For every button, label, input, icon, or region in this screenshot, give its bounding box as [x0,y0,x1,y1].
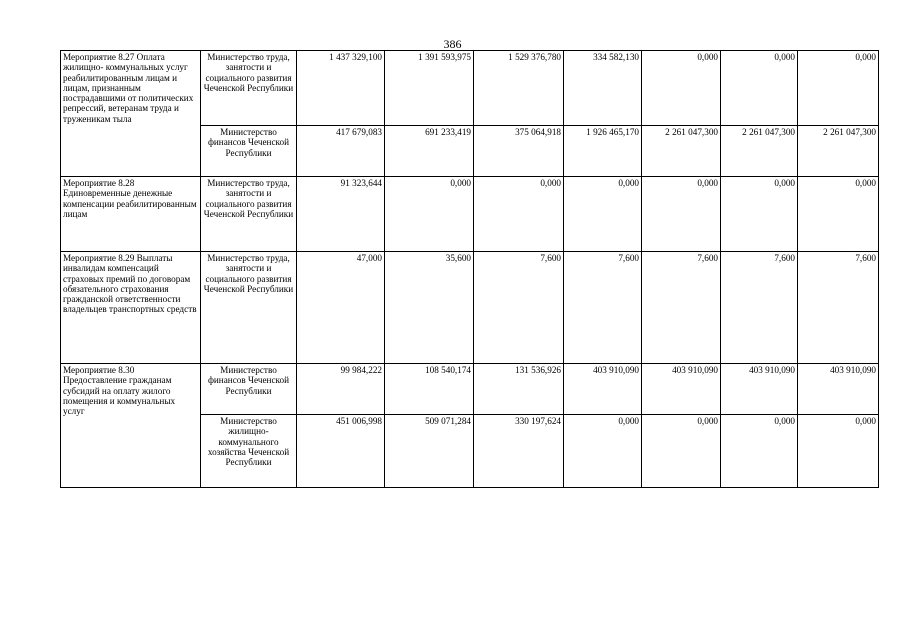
value-cell: 403 910,090 [564,364,642,415]
activity-cell: Мероприятие 8.28 Единовременные денежные компенсации реабилитированным лицам [61,177,201,252]
value-cell: 2 261 047,300 [642,126,721,177]
value-cell: 417 679,083 [297,126,385,177]
org-cell: Министерство труда, занятости и социального развития Чеченской Республики [201,51,297,126]
value-cell: 330 197,624 [474,415,564,488]
activity-cell: Мероприятие 8.30 Предоставление гражданам субсидий на оплату жилого помещения и коммунальных услуг [61,364,201,488]
value-cell: 7,600 [642,252,721,364]
value-cell: 2 261 047,300 [798,126,879,177]
value-cell: 403 910,090 [798,364,879,415]
value-cell: 0,000 [642,51,721,126]
value-cell: 403 910,090 [642,364,721,415]
value-cell: 7,600 [798,252,879,364]
table-row [61,51,879,126]
org-cell: Министерство труда, занятости и социального развития Чеченской Республики [201,177,297,252]
value-cell: 0,000 [798,51,879,126]
value-cell: 691 233,419 [385,126,474,177]
org-cell: Министерство финансов Чеченской Республики [201,126,297,177]
value-cell: 7,600 [564,252,642,364]
value-cell: 2 261 047,300 [721,126,798,177]
value-cell: 0,000 [721,177,798,252]
value-cell: 0,000 [564,415,642,488]
value-cell: 375 064,918 [474,126,564,177]
value-cell: 1 529 376,780 [474,51,564,126]
value-cell: 0,000 [642,177,721,252]
value-cell: 91 323,644 [297,177,385,252]
value-cell: 0,000 [474,177,564,252]
value-cell: 0,000 [385,177,474,252]
value-cell: 0,000 [642,415,721,488]
activity-cell: Мероприятие 8.29 Выплаты инвалидам компенсаций страховых премий по договорам обязательного страхования гражданской ответственности владельцев транспортных средств [61,252,201,364]
value-cell: 35,600 [385,252,474,364]
value-cell: 1 437 329,100 [297,51,385,126]
value-cell: 7,600 [721,252,798,364]
budget-table [60,50,879,488]
value-cell: 334 582,130 [564,51,642,126]
table-row [61,177,879,252]
value-cell: 0,000 [721,415,798,488]
value-cell: 0,000 [721,51,798,126]
org-cell: Министерство финансов Чеченской Республики [201,364,297,415]
value-cell: 1 391 593,975 [385,51,474,126]
value-cell: 0,000 [564,177,642,252]
value-cell: 451 006,998 [297,415,385,488]
value-cell: 0,000 [798,415,879,488]
table-row [61,364,879,415]
value-cell: 47,000 [297,252,385,364]
value-cell: 0,000 [798,177,879,252]
table-row [61,252,879,364]
value-cell: 99 984,222 [297,364,385,415]
value-cell: 403 910,090 [721,364,798,415]
org-cell: Министерство труда, занятости и социального развития Чеченской Республики [201,252,297,364]
value-cell: 131 536,926 [474,364,564,415]
value-cell: 108 540,174 [385,364,474,415]
value-cell: 509 071,284 [385,415,474,488]
page-number: 386 [443,37,462,51]
org-cell: Министерство жилищно-коммунального хозяйства Чеченской Республики [201,415,297,488]
value-cell: 7,600 [474,252,564,364]
activity-cell: Мероприятие 8.27 Оплата жилищно- коммунальных услуг реабилитированным лицам и лицам, признанным пострадавшими от политических репрессий, ветеранам труда и труженикам тыла [61,51,201,177]
value-cell: 1 926 465,170 [564,126,642,177]
